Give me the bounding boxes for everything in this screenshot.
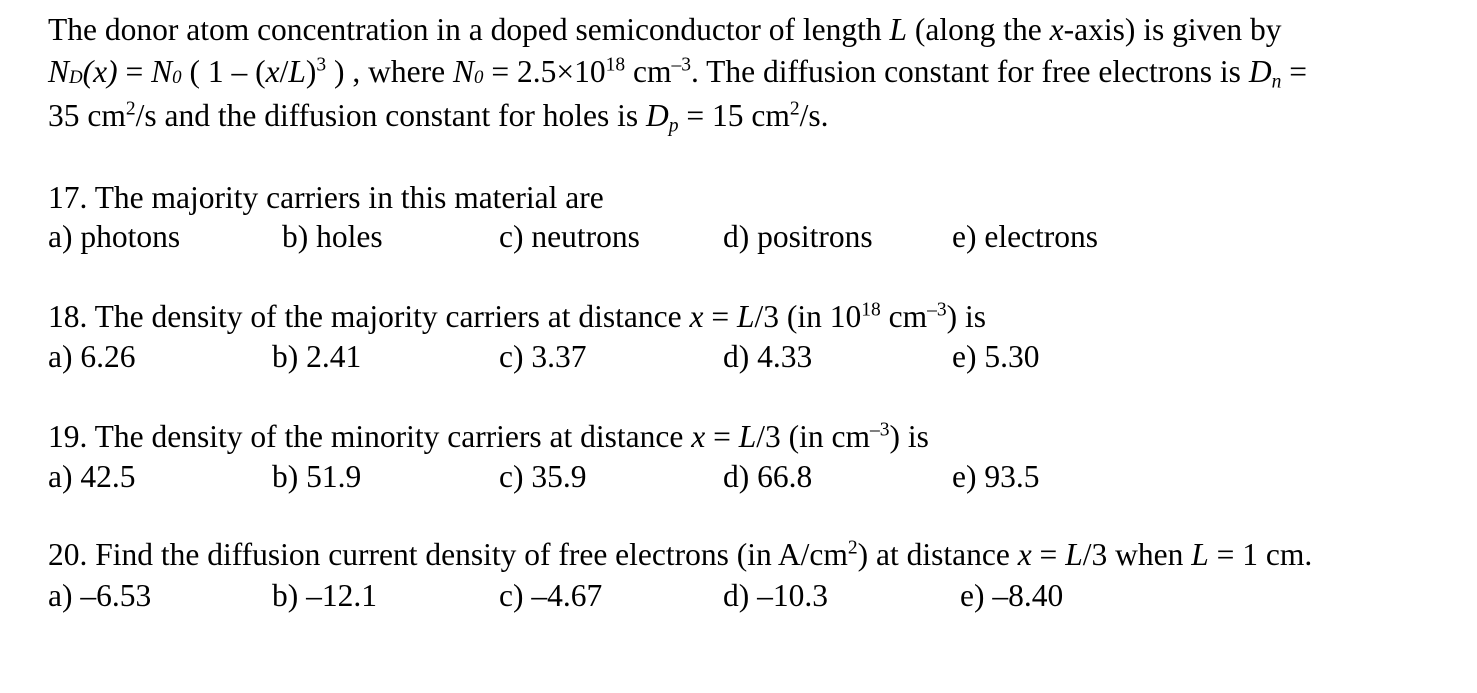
intro-line-1: The donor atom concentration in a doped semiconductor of length L (along the x-axis) is given by (48, 12, 1282, 47)
question-18-option-d[interactable]: d) 4.33 (723, 339, 813, 374)
question-20-option-c[interactable]: c) –4.67 (499, 578, 603, 613)
question-19-text: 19. The density of the minority carriers at distance x = L/3 (in $cm^{-3}$) is (48, 419, 929, 454)
question-19-option-b[interactable]: b) 51.9 (272, 459, 362, 494)
question-18-option-a[interactable]: a) 6.26 (48, 339, 136, 374)
question-20-option-a[interactable]: a) –6.53 (48, 578, 152, 613)
question-17-text: 17. The majority carriers in this material are (48, 180, 604, 215)
question-18-option-e[interactable]: e) 5.30 (952, 339, 1040, 374)
question-18-option-c[interactable]: c) 3.37 (499, 339, 587, 374)
question-19-option-d[interactable]: d) 66.8 (723, 459, 813, 494)
question-17-option-c[interactable]: c) neutrons (499, 219, 640, 254)
question-20-option-e[interactable]: e) –8.40 (960, 578, 1064, 613)
question-17-option-e[interactable]: e) electrons (952, 219, 1099, 254)
question-17-option-b[interactable]: b) holes (282, 219, 383, 254)
question-18-text: 18. The density of the majority carriers at distance x = L/3 (in $10^{18}$ $cm^{-3}$) is (48, 299, 987, 334)
question-19-option-a[interactable]: a) 42.5 (48, 459, 136, 494)
question-19-option-c[interactable]: c) 35.9 (499, 459, 587, 494)
question-20-option-b[interactable]: b) –12.1 (272, 578, 377, 613)
question-20-text: 20. Find the diffusion current density of free electrons (in $A/cm^2$) at distance x = L/3 when L = 1 cm. (48, 537, 1313, 572)
question-18-option-b[interactable]: b) 2.41 (272, 339, 362, 374)
question-19-option-e[interactable]: e) 93.5 (952, 459, 1040, 494)
question-20-option-d[interactable]: d) –10.3 (723, 578, 828, 613)
intro-line-3: 35 $cm^2/s$ and the diffusion constant for holes is $D_p = 15$ $cm^2/s$. (48, 98, 829, 137)
question-17-option-d[interactable]: d) positrons (723, 219, 873, 254)
intro-line-2: ND(x) = N0 ( $1 - (x/L)^3$ ) , where $N0 = 2.5\times 10^{18}$ $cm^{-3}$. The diffusion constant for free electrons is $D_n$ = (48, 54, 1307, 93)
question-17-option-a[interactable]: a) photons (48, 219, 181, 254)
